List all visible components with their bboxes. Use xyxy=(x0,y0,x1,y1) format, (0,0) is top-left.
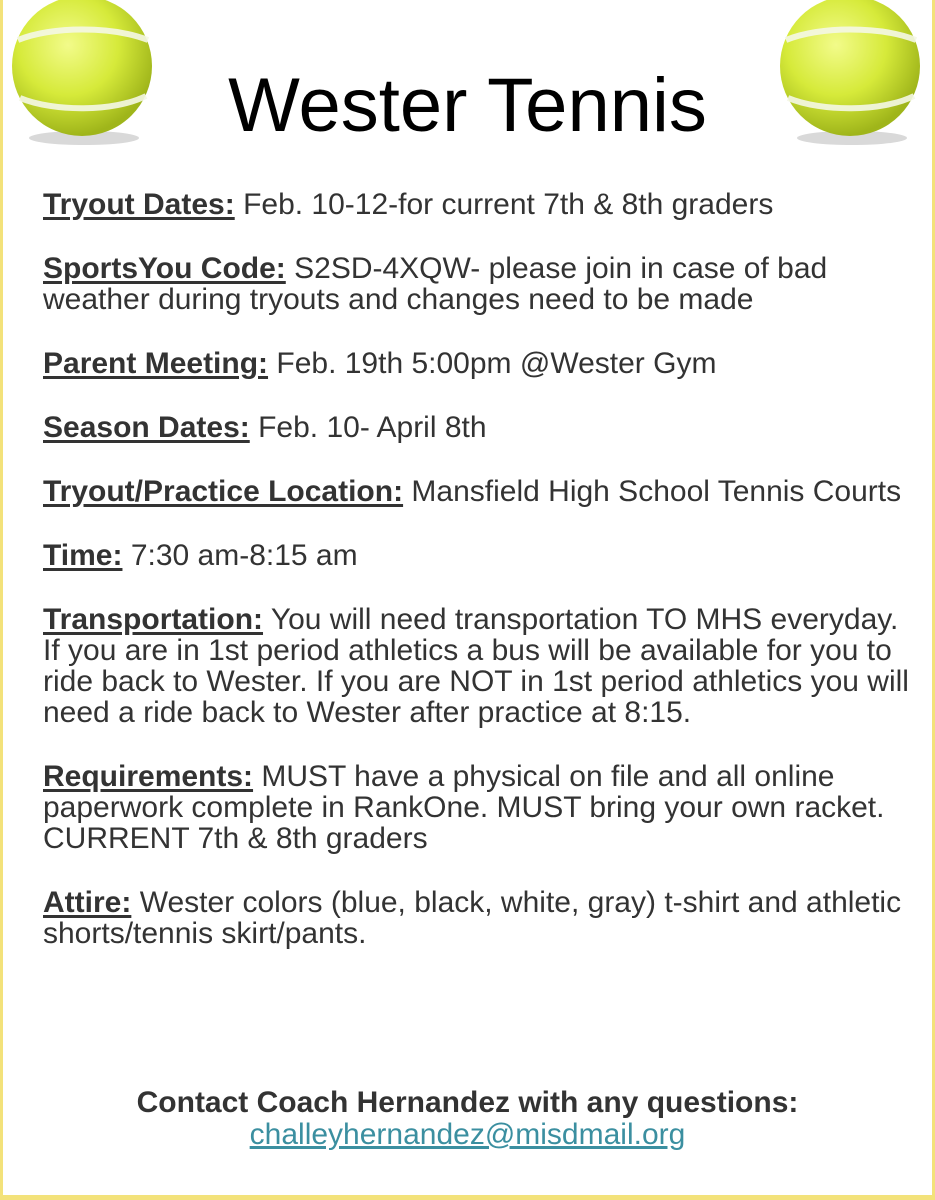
info-label: SportsYou Code: xyxy=(43,252,286,285)
info-item-requirements xyxy=(43,761,923,854)
info-label: Time: xyxy=(43,539,123,572)
info-list xyxy=(43,189,923,982)
info-label: Season Dates: xyxy=(43,411,250,444)
contact-section xyxy=(0,1087,935,1151)
info-label: Tryout/Practice Location: xyxy=(43,475,404,508)
contact-text: Contact Coach Hernandez with any questions: xyxy=(136,1086,799,1119)
info-text: You will need transportation TO MHS everyday. If you are in 1st period athletics a bus will be available for you to ride back to Wester. If you are NOT in 1st period athletics you will need a ride back to Wester after practice at 8:15. xyxy=(43,603,909,729)
info-item-tryout-dates xyxy=(43,189,923,220)
info-text: Feb. 10- April 8th xyxy=(258,411,487,444)
info-item-location xyxy=(43,476,923,507)
contact-email-link[interactable]: challeyhernandez@misdmail.org xyxy=(249,1118,686,1151)
info-item-season-dates xyxy=(43,412,923,443)
info-label: Transportation: xyxy=(43,603,264,636)
info-item-parent-meeting xyxy=(43,348,923,379)
info-text: S2SD-4XQW- please join in case of bad weather during tryouts and changes need to be made xyxy=(43,252,828,316)
info-text: Wester colors (blue, black, white, gray) t-shirt and athletic shorts/tennis skirt/pants. xyxy=(43,886,902,950)
info-text: Feb. 10-12-for current 7th & 8th graders xyxy=(243,188,774,221)
info-text: MUST have a physical on file and all online paperwork complete in RankOne. MUST bring your own racket. CURRENT 7th & 8th graders xyxy=(43,760,885,855)
info-text: Feb. 19th 5:00pm @Wester Gym xyxy=(276,347,717,380)
info-item-sportsyou-code xyxy=(43,253,923,315)
info-text: 7:30 am-8:15 am xyxy=(130,539,358,572)
info-text: Mansfield High School Tennis Courts xyxy=(411,475,902,508)
info-item-attire xyxy=(43,887,923,949)
page-title: Wester Tennis xyxy=(228,63,707,148)
info-label: Attire: xyxy=(43,886,132,919)
info-label: Requirements: xyxy=(43,760,254,793)
info-item-time xyxy=(43,540,923,571)
info-label: Tryout Dates: xyxy=(43,188,235,221)
info-label: Parent Meeting: xyxy=(43,347,269,380)
info-item-transportation xyxy=(43,604,923,728)
